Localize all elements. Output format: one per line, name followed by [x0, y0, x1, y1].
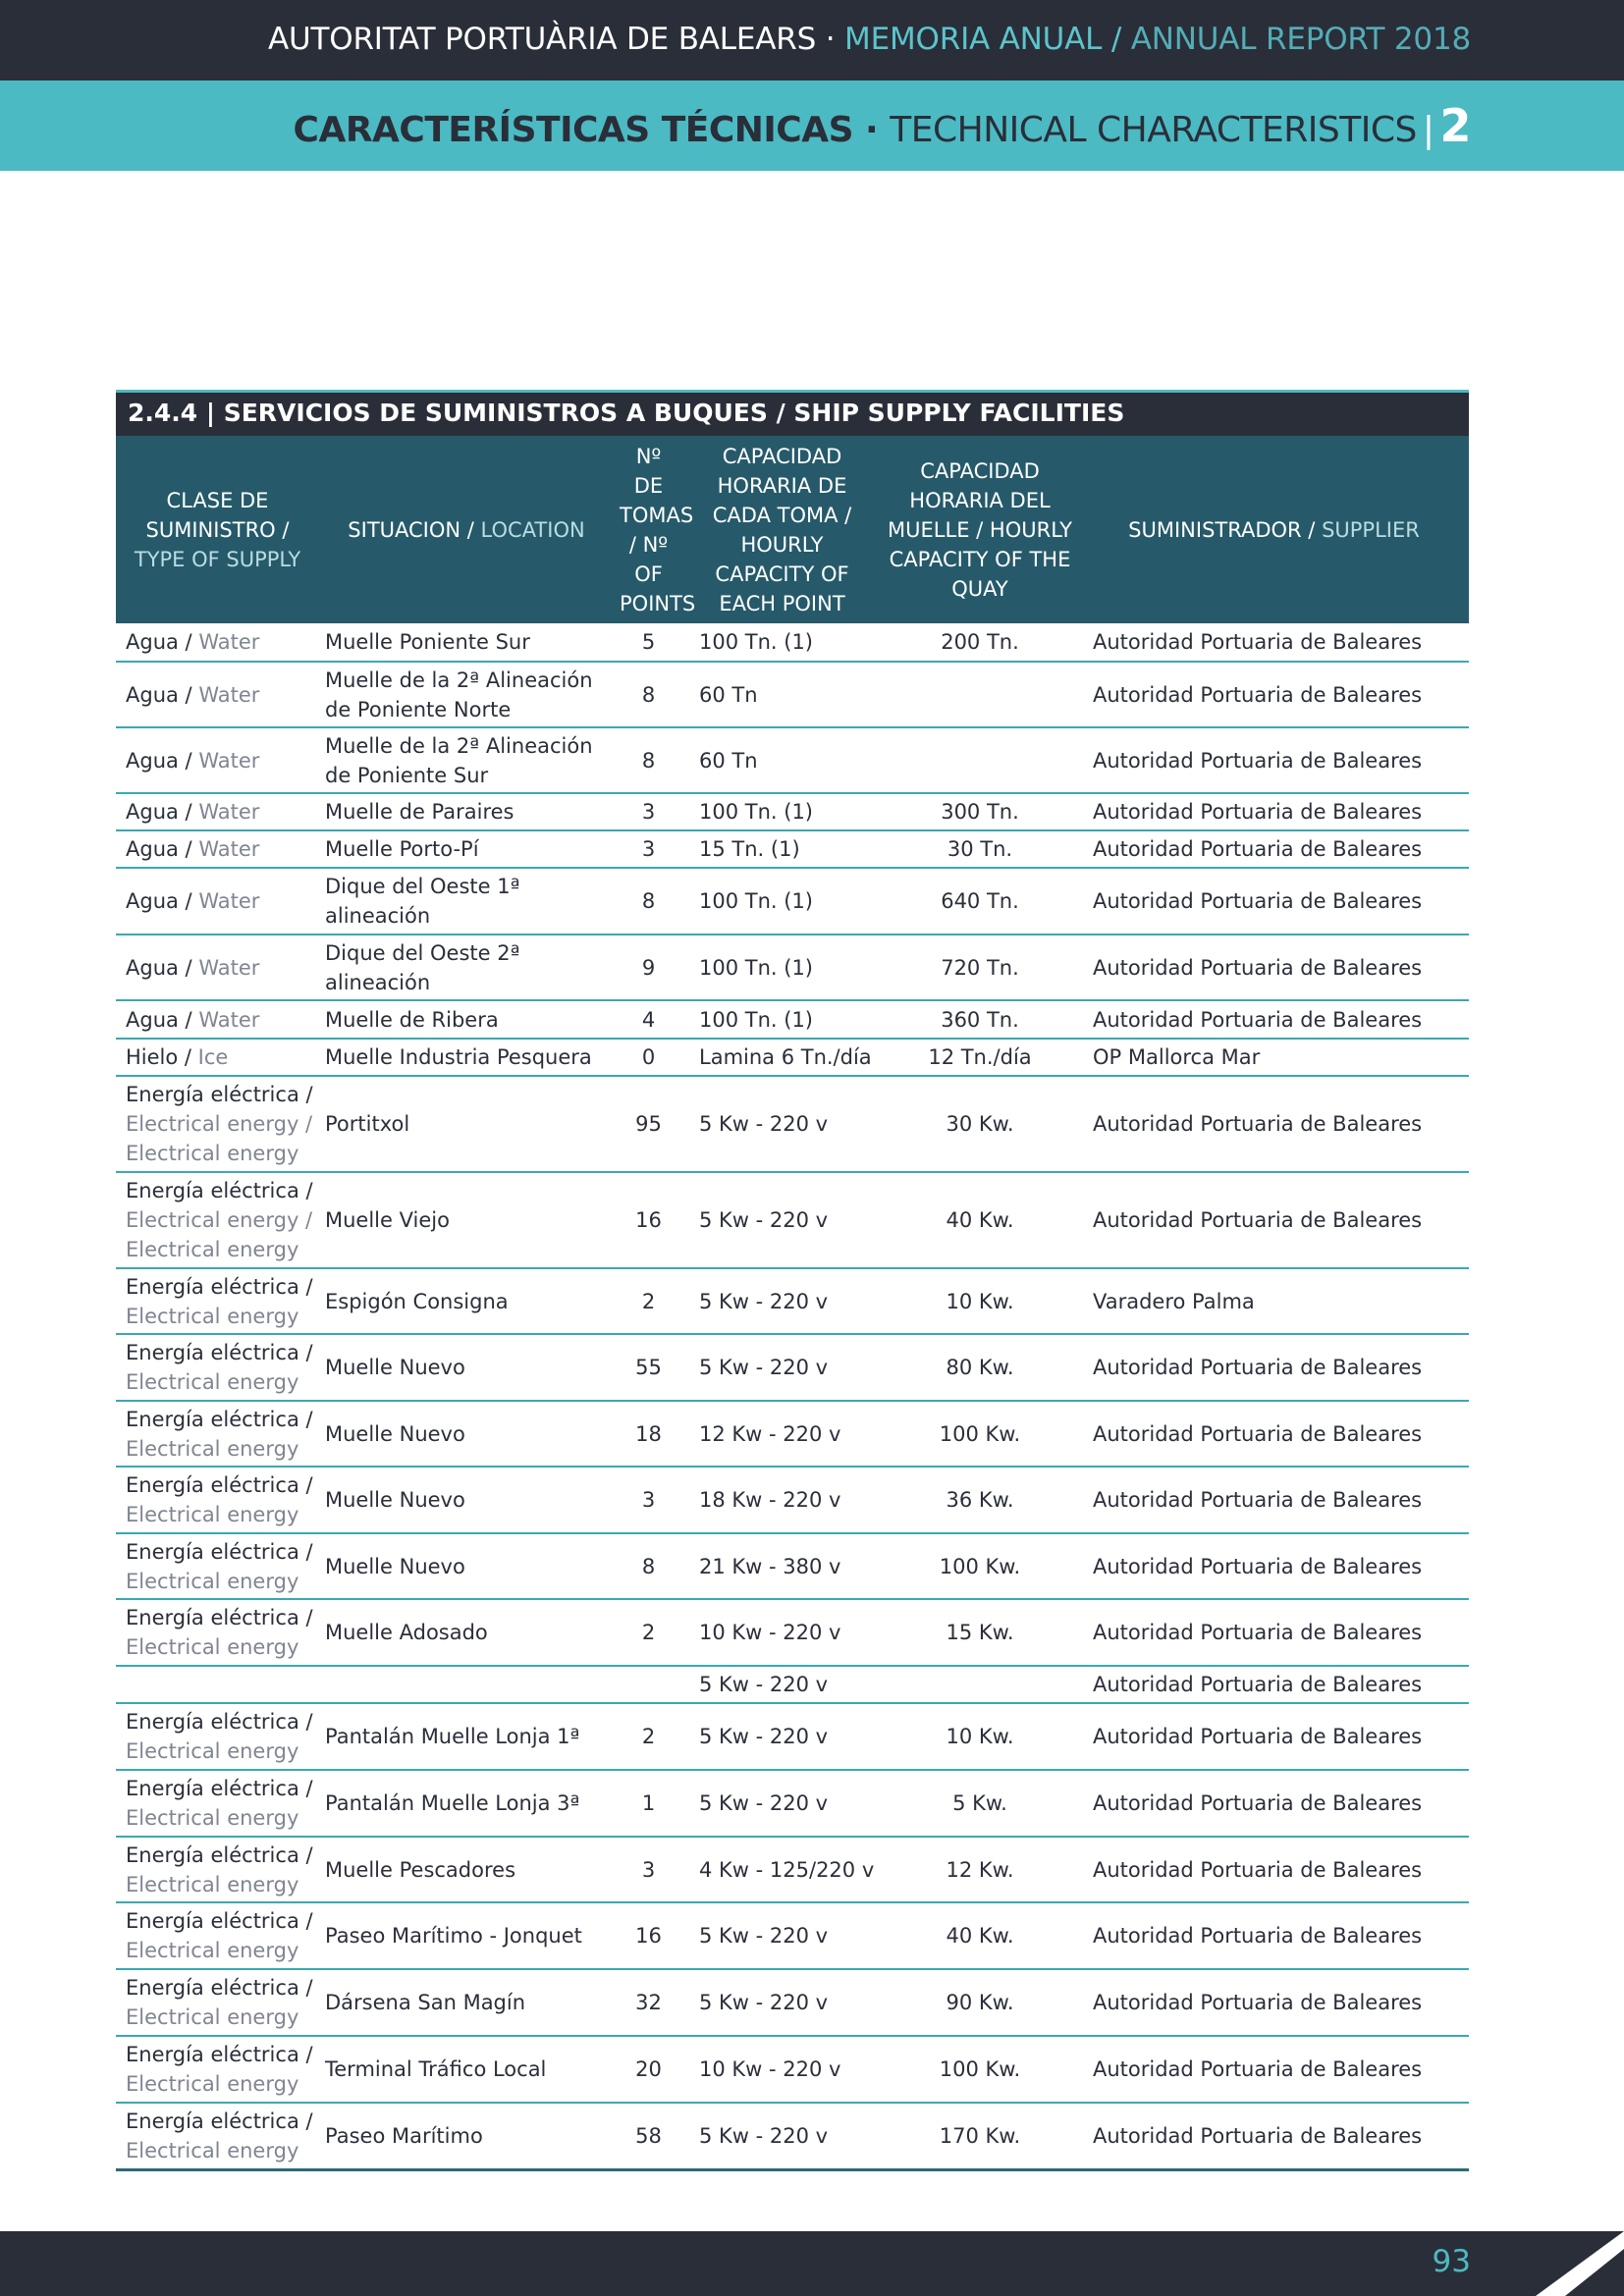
- cell-type: [116, 1000, 319, 1039]
- supply-type-es: Energía eléctrica /: [126, 1539, 313, 1564]
- table-row: [116, 1334, 1469, 1401]
- table-row: [116, 1401, 1469, 1467]
- cell-type: [116, 1902, 319, 1969]
- cell-quay: 5 Kw.: [881, 1770, 1079, 1837]
- cell-supplier: Autoridad Portuaria de Baleares: [1079, 2036, 1469, 2103]
- supply-type-es: Energía eléctrica /: [126, 1083, 313, 1106]
- cell-location: Muelle Nuevo: [319, 1467, 614, 1533]
- cell-capacity: 10 Kw - 220 v: [683, 2036, 881, 2103]
- supply-type-es: Agua /: [126, 682, 199, 707]
- supply-type-en: Electrical energy / Electrical energy: [126, 1208, 313, 1261]
- cell-supplier: Autoridad Portuaria de Baleares: [1079, 830, 1469, 868]
- cell-supplier: Autoridad Portuaria de Baleares: [1079, 623, 1469, 662]
- cell-capacity: Lamina 6 Tn./día: [683, 1039, 881, 1076]
- cell-supplier: Autoridad Portuaria de Baleares: [1079, 662, 1469, 727]
- cell-quay: 360 Tn.: [881, 1000, 1079, 1039]
- cell-supplier: Autoridad Portuaria de Baleares: [1079, 1969, 1469, 2036]
- cell-supplier: Autoridad Portuaria de Baleares: [1079, 1770, 1469, 1837]
- cell-quay: 10 Kw.: [881, 1268, 1079, 1334]
- cell-points: [614, 1666, 683, 1703]
- table-body: [116, 623, 1469, 2169]
- cell-quay: 100 Kw.: [881, 1533, 1079, 1599]
- table-row: [116, 1172, 1469, 1268]
- cell-points: 55: [614, 1334, 683, 1401]
- table-row: [116, 623, 1469, 662]
- cell-location: Muelle de la 2ª Alineación de Poniente Norte: [319, 662, 614, 727]
- header-location: SITUACION / LOCATION: [319, 436, 614, 623]
- supply-type-en: Water: [198, 800, 260, 824]
- table-row: [116, 1599, 1469, 1666]
- table-row: [116, 1770, 1469, 1837]
- cell-type: [116, 830, 319, 868]
- cell-quay: 12 Kw.: [881, 1837, 1079, 1902]
- cell-points: 9: [614, 934, 683, 1000]
- table-row: [116, 727, 1469, 793]
- cell-quay: 100 Kw.: [881, 1401, 1079, 1467]
- cell-points: 58: [614, 2103, 683, 2169]
- cell-points: 8: [614, 868, 683, 934]
- supply-type-es: Energía eléctrica /: [126, 1274, 313, 1299]
- cell-capacity: 10 Kw - 220 v: [683, 1599, 881, 1666]
- cell-capacity: 5 Kw - 220 v: [683, 1076, 881, 1172]
- cell-supplier: Autoridad Portuaria de Baleares: [1079, 868, 1469, 934]
- supply-type-en: Water: [198, 682, 260, 707]
- supply-type-en: Electrical energy: [126, 1635, 299, 1659]
- cell-supplier: Autoridad Portuaria de Baleares: [1079, 1076, 1469, 1172]
- cell-points: 20: [614, 2036, 683, 2103]
- cell-points: 8: [614, 727, 683, 793]
- cell-type: [116, 1467, 319, 1533]
- cell-capacity: 5 Kw - 220 v: [683, 2103, 881, 2169]
- supply-type-es: Energía eléctrica /: [126, 1341, 313, 1364]
- supply-type-es: Energía eléctrica /: [126, 1976, 313, 2000]
- cell-points: 2: [614, 1703, 683, 1770]
- cell-supplier: Autoridad Portuaria de Baleares: [1079, 2103, 1469, 2169]
- table-row: [116, 868, 1469, 934]
- section-number: 2: [1439, 99, 1471, 152]
- table-row: [116, 793, 1469, 830]
- cell-supplier: OP Mallorca Mar: [1079, 1039, 1469, 1076]
- cell-type: [116, 1969, 319, 2036]
- cell-type: [116, 1837, 319, 1902]
- cell-quay: 30 Tn.: [881, 830, 1079, 868]
- table-row: [116, 1703, 1469, 1770]
- cell-quay: [881, 1666, 1079, 1703]
- header-supplier: SUMINISTRADOR / SUPPLIER: [1079, 436, 1469, 623]
- table-row: [116, 1666, 1469, 1703]
- table-row: [116, 662, 1469, 727]
- cell-location: Muelle de la 2ª Alineación de Poniente Sur: [319, 727, 614, 793]
- cell-supplier: Autoridad Portuaria de Baleares: [1079, 934, 1469, 1000]
- cell-location: Muelle Pescadores: [319, 1837, 614, 1902]
- cell-points: 3: [614, 793, 683, 830]
- cell-points: 18: [614, 1401, 683, 1467]
- cell-type: [116, 1268, 319, 1334]
- report-title: [268, 18, 1471, 61]
- table-row: [116, 1467, 1469, 1533]
- cell-location: Muelle Adosado: [319, 1599, 614, 1666]
- supply-type-es: Agua /: [126, 837, 199, 861]
- cell-location: Dique del Oeste 2ª alineación: [319, 934, 614, 1000]
- cell-points: 16: [614, 1902, 683, 1969]
- corner-stripe-decoration: [1506, 2231, 1624, 2296]
- supply-type-en: Water: [198, 889, 260, 913]
- cell-type: [116, 934, 319, 1000]
- table-row: [116, 1533, 1469, 1599]
- cell-quay: 10 Kw.: [881, 1703, 1079, 1770]
- table-row: [116, 1837, 1469, 1902]
- footer-bar: [0, 2231, 1624, 2296]
- cell-quay: 640 Tn.: [881, 868, 1079, 934]
- cell-quay: 720 Tn.: [881, 934, 1079, 1000]
- supply-type-es: Energía eléctrica /: [126, 1606, 313, 1629]
- supply-type-en: Water: [198, 1007, 260, 1032]
- cell-points: 95: [614, 1076, 683, 1172]
- cell-points: 2: [614, 1599, 683, 1666]
- supply-type-en: Electrical energy: [126, 1503, 299, 1526]
- cell-type: [116, 1334, 319, 1401]
- cell-capacity: 60 Tn: [683, 727, 881, 793]
- cell-capacity: 100 Tn. (1): [683, 623, 881, 662]
- cell-capacity: 12 Kw - 220 v: [683, 1401, 881, 1467]
- cell-type: [116, 2103, 319, 2169]
- cell-type: [116, 1533, 319, 1599]
- cell-location: Muelle de Paraires: [319, 793, 614, 830]
- cell-points: 5: [614, 623, 683, 662]
- cell-points: 3: [614, 1837, 683, 1902]
- section-title-es: CARACTERÍSTICAS TÉCNICAS ·: [293, 110, 891, 150]
- cell-location: Portitxol: [319, 1076, 614, 1172]
- cell-location: Espigón Consigna: [319, 1268, 614, 1334]
- header-type: CLASE DE SUMINISTRO / TYPE OF SUPPLY: [116, 436, 319, 623]
- cell-quay: 12 Tn./día: [881, 1039, 1079, 1076]
- supply-type-en: Ice: [197, 1045, 229, 1069]
- cell-capacity: 100 Tn. (1): [683, 868, 881, 934]
- org-name: AUTORITAT PORTUÀRIA DE BALEARS ·: [268, 22, 845, 57]
- supply-type-en: Water: [198, 748, 260, 773]
- cell-supplier: Autoridad Portuaria de Baleares: [1079, 1666, 1469, 1703]
- supply-type-es: Energía eléctrica /: [126, 1777, 313, 1800]
- cell-capacity: 5 Kw - 220 v: [683, 1666, 881, 1703]
- table-row: [116, 2036, 1469, 2103]
- cell-location: Muelle Nuevo: [319, 1533, 614, 1599]
- cell-capacity: 60 Tn: [683, 662, 881, 727]
- cell-location: Muelle Nuevo: [319, 1401, 614, 1467]
- table-row: [116, 1000, 1469, 1039]
- supply-type-en: Electrical energy / Electrical energy: [126, 1112, 313, 1165]
- cell-quay: 300 Tn.: [881, 793, 1079, 830]
- supply-type-es: Energía eléctrica /: [126, 1842, 313, 1867]
- supply-type-en: Electrical energy: [126, 2005, 299, 2029]
- supply-type-en: Electrical energy: [126, 1739, 299, 1763]
- supply-type-es: Hielo /: [126, 1045, 198, 1069]
- cell-capacity: 5 Kw - 220 v: [683, 1268, 881, 1334]
- cell-capacity: 100 Tn. (1): [683, 793, 881, 830]
- cell-type: [116, 1770, 319, 1837]
- supply-type-en: Electrical energy: [126, 2138, 299, 2163]
- supply-facilities-table: [116, 436, 1469, 2171]
- annual-report-label: ANNUAL REPORT 2018: [1130, 22, 1471, 57]
- section-title-en: TECHNICAL CHARACTERISTICS: [890, 110, 1417, 150]
- supply-type-es: Agua /: [126, 955, 199, 980]
- page-number: 93: [1432, 2244, 1471, 2279]
- cell-type: [116, 793, 319, 830]
- memoria-label: MEMORIA ANUAL /: [844, 22, 1131, 57]
- table-row: [116, 1969, 1469, 2036]
- cell-quay: [881, 662, 1079, 727]
- cell-supplier: Autoridad Portuaria de Baleares: [1079, 793, 1469, 830]
- cell-location: Muelle Viejo: [319, 1172, 614, 1268]
- cell-capacity: 4 Kw - 125/220 v: [683, 1837, 881, 1902]
- cell-location: Paseo Marítimo: [319, 2103, 614, 2169]
- cell-quay: 80 Kw.: [881, 1334, 1079, 1401]
- cell-points: 4: [614, 1000, 683, 1039]
- cell-quay: 100 Kw.: [881, 2036, 1079, 2103]
- supply-type-es: Energía eléctrica /: [126, 1407, 313, 1431]
- cell-points: 0: [614, 1039, 683, 1076]
- cell-points: 2: [614, 1268, 683, 1334]
- cell-capacity: 15 Tn. (1): [683, 830, 881, 868]
- supply-type-en: Electrical energy: [126, 1569, 299, 1593]
- cell-type: [116, 623, 319, 662]
- cell-points: 8: [614, 662, 683, 727]
- supply-type-en: Water: [198, 955, 260, 980]
- supply-facilities-table-block: [116, 390, 1469, 2171]
- cell-capacity: 5 Kw - 220 v: [683, 1969, 881, 2036]
- header-quay-capacity: CAPACIDAD HORARIA DEL MUELLE / HOURLY CAPACITY OF THE QUAY: [881, 436, 1079, 623]
- cell-location: Muelle de Ribera: [319, 1000, 614, 1039]
- cell-type: [116, 727, 319, 793]
- cell-type: [116, 868, 319, 934]
- cell-capacity: 5 Kw - 220 v: [683, 1703, 881, 1770]
- cell-quay: [881, 727, 1079, 793]
- cell-quay: 40 Kw.: [881, 1902, 1079, 1969]
- cell-quay: 15 Kw.: [881, 1599, 1079, 1666]
- supply-type-es: Agua /: [126, 800, 199, 824]
- table-row: [116, 1076, 1469, 1172]
- supply-type-es: Energía eléctrica /: [126, 1710, 313, 1734]
- cell-location: Dique del Oeste 1ª alineación: [319, 868, 614, 934]
- supply-type-en: Electrical energy: [126, 1370, 299, 1394]
- cell-location: Muelle Porto-Pí: [319, 830, 614, 868]
- section-header-bar: [0, 80, 1624, 171]
- cell-location: Muelle Poniente Sur: [319, 623, 614, 662]
- supply-type-es: Energía eléctrica /: [126, 2043, 313, 2066]
- cell-location: Dársena San Magín: [319, 1969, 614, 2036]
- supply-type-en: Electrical energy: [126, 1939, 299, 1962]
- cell-location: Muelle Industria Pesquera: [319, 1039, 614, 1076]
- cell-points: 3: [614, 830, 683, 868]
- supply-type-es: Energía eléctrica /: [126, 1179, 313, 1202]
- cell-capacity: 5 Kw - 220 v: [683, 1172, 881, 1268]
- supply-type-en: Water: [198, 630, 260, 654]
- cell-capacity: 21 Kw - 380 v: [683, 1533, 881, 1599]
- cell-supplier: Autoridad Portuaria de Baleares: [1079, 1599, 1469, 1666]
- cell-quay: 170 Kw.: [881, 2103, 1079, 2169]
- cell-location: Pantalán Muelle Lonja 1ª: [319, 1703, 614, 1770]
- cell-capacity: 100 Tn. (1): [683, 934, 881, 1000]
- cell-type: [116, 1703, 319, 1770]
- cell-quay: 40 Kw.: [881, 1172, 1079, 1268]
- table-row: [116, 2103, 1469, 2169]
- cell-type: [116, 662, 319, 727]
- cell-supplier: Autoridad Portuaria de Baleares: [1079, 727, 1469, 793]
- supply-type-en: Electrical energy: [126, 1872, 299, 1896]
- cell-capacity: 5 Kw - 220 v: [683, 1770, 881, 1837]
- cell-location: Muelle Nuevo: [319, 1334, 614, 1401]
- cell-type: [116, 1401, 319, 1467]
- cell-type: [116, 1172, 319, 1268]
- cell-supplier: Varadero Palma: [1079, 1268, 1469, 1334]
- cell-type: [116, 1039, 319, 1076]
- cell-points: 1: [614, 1770, 683, 1837]
- table-row: [116, 1268, 1469, 1334]
- table-title: 2.4.4 | SERVICIOS DE SUMINISTROS A BUQUES / SHIP SUPPLY FACILITIES: [116, 390, 1469, 436]
- table-row: [116, 934, 1469, 1000]
- supply-type-en: Electrical energy: [126, 1304, 299, 1328]
- cell-supplier: Autoridad Portuaria de Baleares: [1079, 1172, 1469, 1268]
- table-row: [116, 830, 1469, 868]
- cell-type: [116, 1599, 319, 1666]
- supply-type-es: Energía eléctrica /: [126, 1909, 313, 1933]
- cell-supplier: Autoridad Portuaria de Baleares: [1079, 1334, 1469, 1401]
- supply-type-en: Electrical energy: [126, 2072, 299, 2096]
- supply-type-es: Energía eléctrica /: [126, 2109, 313, 2133]
- cell-quay: 30 Kw.: [881, 1076, 1079, 1172]
- cell-capacity: 5 Kw - 220 v: [683, 1902, 881, 1969]
- cell-points: 16: [614, 1172, 683, 1268]
- top-header-bar: [0, 0, 1624, 80]
- supply-type-en: Electrical energy: [126, 1436, 299, 1461]
- cell-supplier: Autoridad Portuaria de Baleares: [1079, 1000, 1469, 1039]
- cell-location: Pantalán Muelle Lonja 3ª: [319, 1770, 614, 1837]
- table-header-row: [116, 436, 1469, 623]
- table-row: [116, 1039, 1469, 1076]
- supply-type-es: Agua /: [126, 630, 199, 654]
- supply-type-es: Agua /: [126, 889, 199, 913]
- cell-quay: 36 Kw.: [881, 1467, 1079, 1533]
- cell-type: [116, 2036, 319, 2103]
- cell-location: [319, 1666, 614, 1703]
- cell-points: 32: [614, 1969, 683, 2036]
- cell-supplier: Autoridad Portuaria de Baleares: [1079, 1467, 1469, 1533]
- supply-type-en: Electrical energy: [126, 1806, 299, 1830]
- cell-location: Paseo Marítimo - Jonquet: [319, 1902, 614, 1969]
- header-points: Nº DE TOMAS / Nº OF POINTS: [614, 436, 683, 623]
- section-title: [294, 100, 1471, 156]
- cell-points: 8: [614, 1533, 683, 1599]
- cell-quay: 200 Tn.: [881, 623, 1079, 662]
- cell-capacity: 5 Kw - 220 v: [683, 1334, 881, 1401]
- cell-points: 3: [614, 1467, 683, 1533]
- supply-type-es: Agua /: [126, 748, 199, 773]
- supply-type-es: Agua /: [126, 1007, 199, 1032]
- cell-type: [116, 1076, 319, 1172]
- cell-supplier: Autoridad Portuaria de Baleares: [1079, 1837, 1469, 1902]
- cell-supplier: Autoridad Portuaria de Baleares: [1079, 1533, 1469, 1599]
- cell-capacity: 18 Kw - 220 v: [683, 1467, 881, 1533]
- cell-supplier: Autoridad Portuaria de Baleares: [1079, 1703, 1469, 1770]
- cell-quay: 90 Kw.: [881, 1969, 1079, 2036]
- cell-supplier: Autoridad Portuaria de Baleares: [1079, 1401, 1469, 1467]
- table-row: [116, 1902, 1469, 1969]
- cell-type: [116, 1666, 319, 1703]
- cell-supplier: Autoridad Portuaria de Baleares: [1079, 1902, 1469, 1969]
- supply-type-en: Water: [198, 837, 260, 861]
- supply-type-es: Energía eléctrica /: [126, 1473, 313, 1497]
- cell-location: Terminal Tráfico Local: [319, 2036, 614, 2103]
- header-point-capacity: CAPACIDAD HORARIA DE CADA TOMA / HOURLY CAPACITY OF EACH POINT: [683, 436, 881, 623]
- section-separator: |: [1422, 110, 1435, 150]
- cell-capacity: 100 Tn. (1): [683, 1000, 881, 1039]
